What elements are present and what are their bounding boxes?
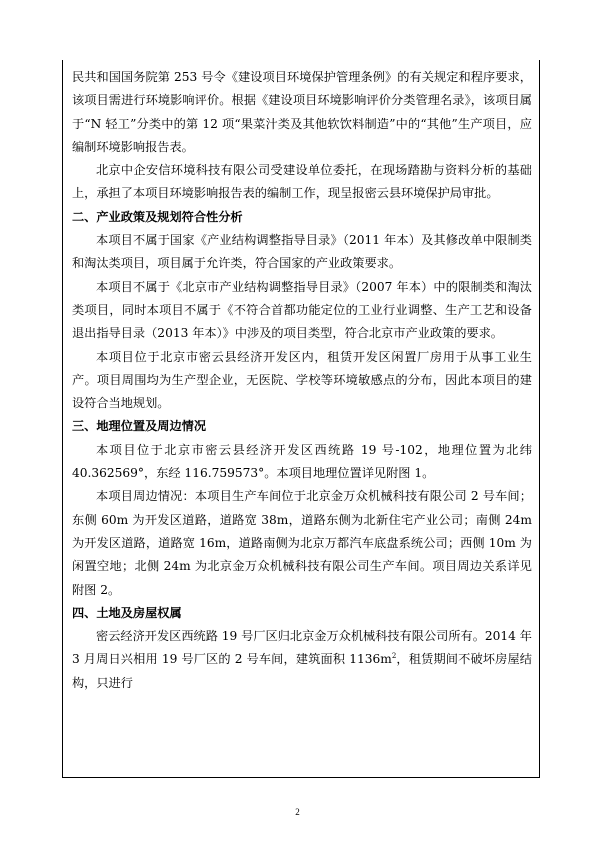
document-body (72, 66, 532, 695)
section-2-paragraph-2: 本项目不属于《北京市产业结构调整指导目录》（2007 年本）中的限制类和淘汰类项目，同时本项目不属于《不符合首都功能定位的工业行业调整、生产工艺和设备退出指导目录（2013 年本）》中涉及的项目类型，符合北京市产业政策的要求。 (72, 279, 532, 341)
section-4-text-a: 密云经济开发区西统路 19 号厂区归北京金万众机械科技有限公司所有。2014 年 3 月周日兴相用 19 号厂区的 2 号车间，建筑面积 1136m (72, 629, 532, 667)
section-4-heading: 四、土地及房屋权属 (72, 605, 182, 620)
section-3-paragraph-1: 本项目位于北京市密云县经济开发区西统路 19 号-102，地理位置为北纬 40.362569°，东经 116.759573°。本项目地理位置详见附图 1。 (72, 442, 532, 481)
section-2-paragraph-3: 本项目位于北京市密云县经济开发区内，租赁开发区闲置厂房用于从事工业生产。项目周围均为生产型企业，无医院、学校等环境敏感点的分布，因此本项目的建设符合当地规划。 (72, 349, 532, 411)
section-3-paragraph-2: 本项目周边情况：本项目生产车间位于北京金万众机械科技有限公司 2 号车间；东侧 60m 为开发区道路，道路宽 38m，道路东侧为北新住宅产业公司；南侧 24m 为开发区道路，道路宽 16m，道路南侧为北京万都汽车底盘系统公司；西侧 10m 为闲置空地；北侧 24m 为北京金万众机械科技有限公司生产车间。项目周边关系详见附图 2。 (72, 489, 532, 597)
superscript-2: 2 (391, 652, 397, 661)
section-2-paragraph-1: 本项目不属于国家《产业结构调整指导目录》（2011 年本）及其修改单中限制类和淘汰类项目，项目属于允许类，符合国家的产业政策要求。 (72, 233, 532, 271)
intro-paragraph-1: 民共和国国务院第 253 号令《建设项目环境保护管理条例》的有关规定和程序要求，该项目需进行环境影响评价。根据《建设项目环境影响评价分类管理名录》，该项目属于“N 轻工”分类中的第 12 项“果菜汁类及其他软饮料制造”中的“其他”生产项目，应编制环境影响报告表。 (72, 70, 532, 154)
page-number: 2 (295, 807, 300, 817)
section-4-paragraph-1 (72, 625, 532, 695)
section-4-text-b: ，租赁期间不破坏房屋结构，只进行 (72, 652, 532, 690)
intro-paragraph-2: 北京中企安信环境科技有限公司受建设单位委托，在现场踏勘与资料分析的基础上，承担了本项目环境影响报告表的编制工作，现呈报密云县环境保护局审批。 (72, 163, 532, 201)
section-3-heading: 三、地理位置及周边情况 (72, 419, 207, 434)
section-2-heading: 二、产业政策及规划符合性分析 (72, 209, 243, 224)
